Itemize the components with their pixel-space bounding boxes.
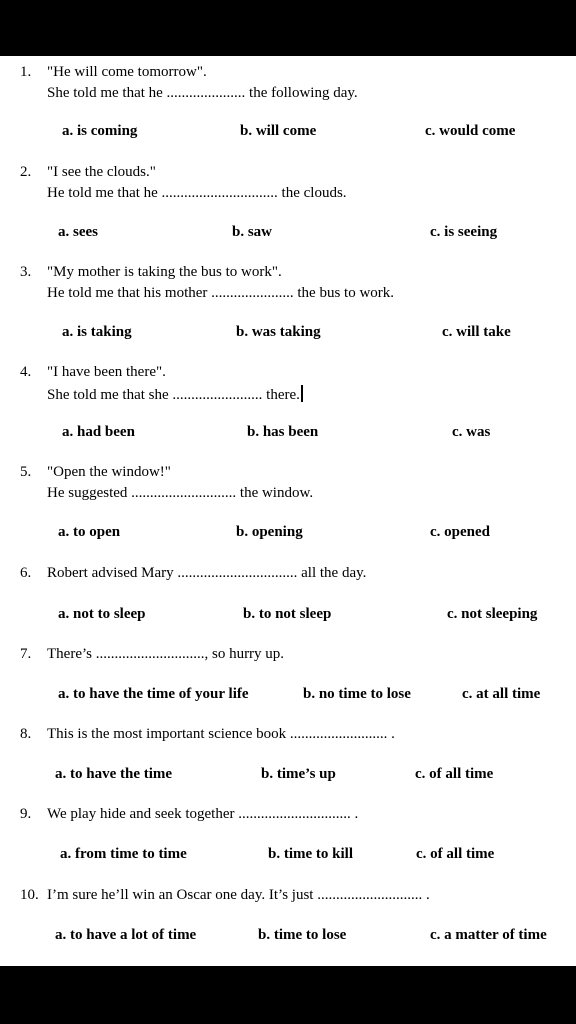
question-sentence: He told me that his mother ...................... the bus to work. [47,285,395,301]
option-a[interactable]: a. to open [58,524,121,540]
question-number: 6. [20,565,32,581]
question-number: 4. [20,364,32,380]
option-b[interactable]: b. has been [247,424,319,440]
option-b[interactable]: b. opening [236,524,303,540]
worksheet-page [0,56,576,966]
option-a[interactable]: a. sees [58,224,98,240]
option-c[interactable]: c. opened [430,524,490,540]
question-number: 9. [20,806,32,822]
option-a[interactable]: a. is taking [62,324,132,340]
option-b[interactable]: b. time to kill [268,846,353,862]
question-sentence: We play hide and seek together .............................. . [47,806,359,822]
option-c[interactable]: c. at all time [462,686,541,702]
option-c[interactable]: c. was [452,424,491,440]
question-quote: "I see the clouds." [47,164,156,180]
option-c[interactable]: c. of all time [416,846,495,862]
question-sentence-text: She told me that she ........................ there. [47,387,300,403]
option-c[interactable]: c. will take [442,324,511,340]
option-b[interactable]: b. saw [232,224,273,240]
question-sentence [47,385,303,404]
question-sentence: This is the most important science book .......................... . [47,726,395,742]
option-c[interactable]: c. is seeing [430,224,498,240]
question-sentence: There’s ............................., so hurry up. [47,646,285,662]
option-a[interactable]: a. had been [62,424,135,440]
question-number: 8. [20,726,32,742]
option-c[interactable]: c. a matter of time [430,927,547,943]
question-number: 3. [20,264,32,280]
text-cursor [301,385,303,402]
question-number-text: 10. [20,887,39,903]
option-b[interactable]: b. no time to lose [303,686,411,702]
question-quote: "I have been there". [47,364,166,380]
option-b[interactable]: b. will come [240,123,317,139]
option-b[interactable]: b. time’s up [261,766,336,782]
option-a[interactable]: a. to have the time [55,766,173,782]
question-number: 5. [20,464,32,480]
question-number: 1. [20,64,32,80]
option-a[interactable]: a. is coming [62,123,138,139]
option-a[interactable]: a. from time to time [60,846,187,862]
option-b[interactable]: b. was taking [236,324,321,340]
question-sentence: I’m sure he’ll win an Oscar one day. It’s just ............................ . [47,887,430,903]
question-number: 2. [20,164,32,180]
option-b[interactable]: b. to not sleep [243,606,332,622]
question-sentence: Robert advised Mary ................................ all the day. [47,565,367,581]
question-sentence: She told me that he ..................... the following day. [47,85,358,101]
option-a[interactable]: a. not to sleep [58,606,146,622]
question-quote: "He will come tomorrow". [47,64,207,80]
question-quote: "Open the window!" [47,464,171,480]
option-b[interactable]: b. time to lose [258,927,347,943]
question-sentence: He suggested ............................ the window. [47,485,314,501]
question-sentence: He told me that he ............................... the clouds. [47,185,347,201]
option-c[interactable]: c. not sleeping [447,606,538,622]
question-number: 7. [20,646,32,662]
option-c[interactable]: c. would come [425,123,516,139]
option-a[interactable]: a. to have a lot of time [55,927,197,943]
question-quote: "My mother is taking the bus to work". [47,264,282,280]
option-a[interactable]: a. to have the time of your life [58,686,249,702]
option-c[interactable]: c. of all time [415,766,494,782]
question-number [20,887,39,904]
